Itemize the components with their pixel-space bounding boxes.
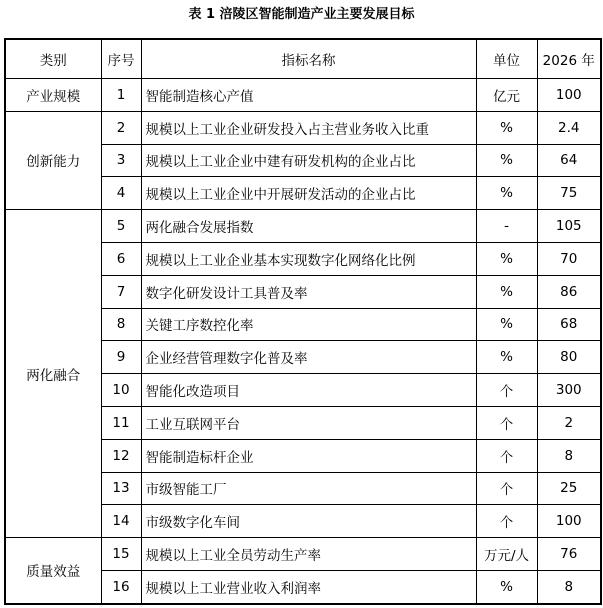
row-number: 10 xyxy=(101,374,141,407)
table-row xyxy=(5,210,601,243)
indicator-value: 86 xyxy=(537,275,601,308)
indicator-unit: 个 xyxy=(476,472,537,505)
indicator-unit: % xyxy=(476,341,537,374)
table-caption: 表 1 涪陵区智能制造产业主要发展目标 xyxy=(188,7,415,22)
table-row xyxy=(5,79,601,112)
indicator-name: 规模以上工业营业收入利润率 xyxy=(141,570,476,603)
indicator-value: 25 xyxy=(537,472,601,505)
indicator-unit: 万元/人 xyxy=(476,538,537,571)
row-number: 9 xyxy=(101,341,141,374)
indicator-value: 75 xyxy=(537,177,601,210)
indicator-unit: 个 xyxy=(476,505,537,538)
indicator-name: 两化融合发展指数 xyxy=(141,210,476,243)
row-number: 2 xyxy=(101,111,141,144)
header-indicator-name: 指标名称 xyxy=(141,39,476,79)
indicator-name: 规模以上工业企业中建有研发机构的企业占比 xyxy=(141,144,476,177)
row-number: 13 xyxy=(101,472,141,505)
category-cell: 两化融合 xyxy=(5,210,101,538)
indicator-unit: 个 xyxy=(476,439,537,472)
indicator-unit: % xyxy=(476,111,537,144)
row-number: 11 xyxy=(101,406,141,439)
indicator-unit: 个 xyxy=(476,406,537,439)
indicator-unit: % xyxy=(476,570,537,603)
indicator-name: 规模以上工业企业中开展研发活动的企业占比 xyxy=(141,177,476,210)
indicator-value: 2.4 xyxy=(537,111,601,144)
row-number: 8 xyxy=(101,308,141,341)
row-number: 1 xyxy=(101,79,141,112)
category-cell: 创新能力 xyxy=(5,111,101,209)
row-number: 12 xyxy=(101,439,141,472)
row-number: 4 xyxy=(101,177,141,210)
indicator-unit: % xyxy=(476,308,537,341)
indicator-unit: 个 xyxy=(476,374,537,407)
indicator-unit: % xyxy=(476,275,537,308)
indicator-value: 8 xyxy=(537,570,601,603)
category-cell: 产业规模 xyxy=(5,79,101,112)
indicator-name: 规模以上工业企业基本实现数字化网络化比例 xyxy=(141,242,476,275)
indicator-name: 市级智能工厂 xyxy=(141,472,476,505)
indicator-value: 100 xyxy=(537,79,601,112)
header-category: 类别 xyxy=(5,39,101,79)
indicator-name: 关键工序数控化率 xyxy=(141,308,476,341)
indicator-name: 市级数字化车间 xyxy=(141,505,476,538)
indicator-value: 68 xyxy=(537,308,601,341)
indicator-unit: % xyxy=(476,177,537,210)
indicator-unit: - xyxy=(476,210,537,243)
indicator-name: 智能制造核心产值 xyxy=(141,79,476,112)
header-number: 序号 xyxy=(101,39,141,79)
row-number: 7 xyxy=(101,275,141,308)
indicator-value: 64 xyxy=(537,144,601,177)
indicator-unit: 亿元 xyxy=(476,79,537,112)
indicator-name: 数字化研发设计工具普及率 xyxy=(141,275,476,308)
indicator-unit: % xyxy=(476,144,537,177)
row-number: 16 xyxy=(101,570,141,603)
development-goals-table xyxy=(4,38,602,605)
indicator-name: 智能化改造项目 xyxy=(141,374,476,407)
table-row xyxy=(5,538,601,571)
category-cell: 质量效益 xyxy=(5,538,101,604)
header-unit: 单位 xyxy=(476,39,537,79)
indicator-unit: % xyxy=(476,242,537,275)
indicator-name: 工业互联网平台 xyxy=(141,406,476,439)
indicator-value: 70 xyxy=(537,242,601,275)
indicator-name: 企业经营管理数字化普及率 xyxy=(141,341,476,374)
indicator-value: 2 xyxy=(537,406,601,439)
indicator-name: 规模以上工业全员劳动生产率 xyxy=(141,538,476,571)
header-row xyxy=(5,39,601,79)
row-number: 6 xyxy=(101,242,141,275)
indicator-value: 80 xyxy=(537,341,601,374)
row-number: 3 xyxy=(101,144,141,177)
indicator-name: 规模以上工业企业研发投入占主营业务收入比重 xyxy=(141,111,476,144)
indicator-value: 300 xyxy=(537,374,601,407)
indicator-value: 8 xyxy=(537,439,601,472)
row-number: 15 xyxy=(101,538,141,571)
row-number: 14 xyxy=(101,505,141,538)
indicator-value: 105 xyxy=(537,210,601,243)
indicator-value: 76 xyxy=(537,538,601,571)
row-number: 5 xyxy=(101,210,141,243)
indicator-name: 智能制造标杆企业 xyxy=(141,439,476,472)
indicator-value: 100 xyxy=(537,505,601,538)
table-row xyxy=(5,111,601,144)
header-target-2026: 2026 年 xyxy=(537,39,601,79)
